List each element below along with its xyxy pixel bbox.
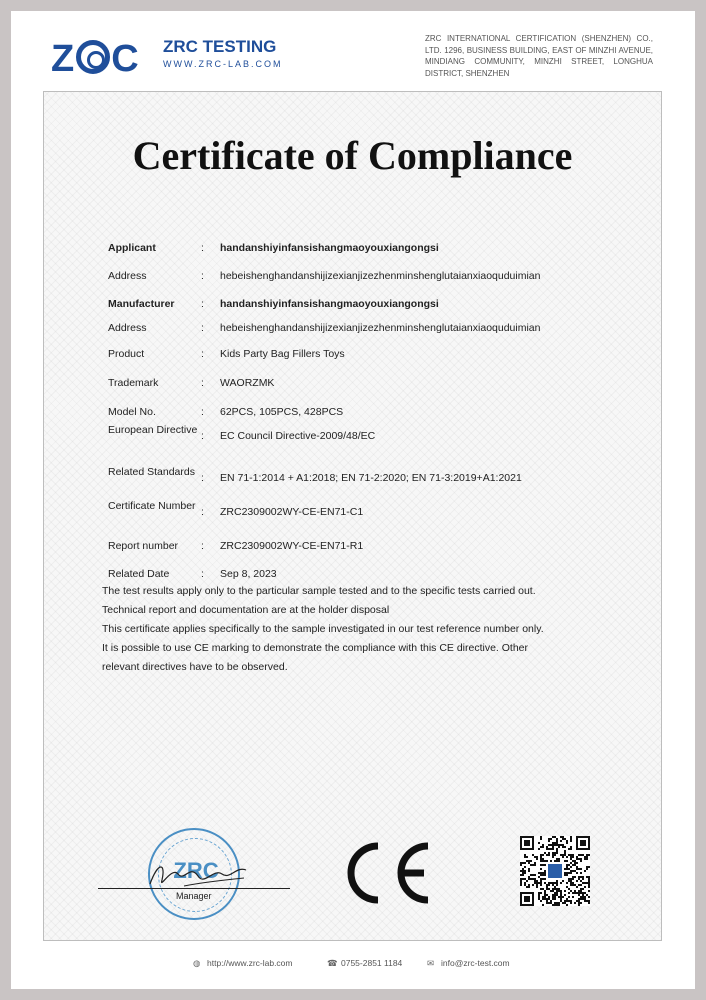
field-label: Manufacturer — [108, 298, 175, 310]
field-label: European Directive — [108, 424, 198, 436]
certificate-frame — [43, 91, 662, 941]
field-colon: : — [201, 242, 204, 254]
certificate-title: Certificate of Compliance — [132, 133, 573, 178]
note-line: Technical report and documentation are at the holder disposal — [102, 604, 390, 616]
field-colon: : — [201, 568, 204, 580]
field-colon: : — [201, 506, 204, 518]
field-label: Certificate Number — [108, 500, 196, 512]
field-label: Related Standards — [108, 466, 195, 478]
note-line: This certificate applies specifically to the sample investigated in our test reference number only. — [102, 623, 544, 635]
phone-icon: ☎ — [327, 958, 338, 968]
footer-email-item — [427, 958, 510, 969]
field-colon: : — [201, 377, 204, 389]
signature-title: Manager — [176, 891, 212, 901]
certificate-page — [11, 11, 695, 989]
company-website: WWW.ZRC-LAB.COM — [163, 59, 283, 69]
field-value: Kids Party Bag Fillers Toys — [220, 348, 345, 360]
field-label: Applicant — [108, 242, 156, 254]
note-line: relevant directives have to be observed. — [102, 661, 288, 673]
field-value: hebeishenghandanshijizexianjizezhenminshenglutaianxiaoquduimian — [220, 322, 541, 334]
field-value: WAORZMK — [220, 377, 275, 389]
field-value: ZRC2309002WY-CE-EN71-R1 — [220, 540, 364, 552]
logo-mark: Z C — [51, 38, 140, 80]
logo-ring-icon — [76, 40, 110, 74]
field-label: Address — [108, 270, 147, 282]
field-value: handanshiyinfansishangmaoyouxiangongsi — [220, 298, 439, 310]
field-value: handanshiyinfansishangmaoyouxiangongsi — [220, 242, 439, 254]
field-colon: : — [201, 472, 204, 484]
field-label: Model No. — [108, 406, 156, 418]
footer-website-item — [193, 958, 293, 969]
field-label: Report number — [108, 540, 179, 552]
field-label: Trademark — [108, 377, 159, 389]
field-colon: : — [201, 540, 204, 552]
globe-icon: ◍ — [193, 958, 201, 968]
field-colon: : — [201, 430, 204, 442]
field-value: EC Council Directive-2009/48/EC — [220, 430, 376, 442]
field-value: hebeishenghandanshijizexianjizezhenminshenglutaianxiaoquduimian — [220, 270, 541, 282]
note-line: The test results apply only to the particular sample tested and to the specific tests carried out. — [102, 585, 536, 597]
company-name: ZRC TESTING — [163, 37, 277, 56]
certificate-notes — [102, 582, 622, 677]
note-line: It is possible to use CE marking to demonstrate the compliance with this CE directive. Other — [102, 642, 529, 654]
field-value: EN 71-1:2014 + A1:2018; EN 71-2:2020; EN 71-3:2019+A1:2021 — [220, 472, 522, 484]
field-colon: : — [201, 270, 204, 282]
field-colon: : — [201, 406, 204, 418]
footer-phone-item — [327, 958, 402, 969]
qr-code-icon — [520, 836, 590, 906]
email-icon: ✉ — [427, 958, 435, 968]
field-label: Product — [108, 348, 145, 360]
footer-email: info@zrc-test.com — [441, 958, 510, 968]
company-logo — [51, 35, 281, 85]
footer-phone: 0755-2851 1184 — [341, 958, 403, 968]
footer-website: http://www.zrc-lab.com — [207, 958, 293, 968]
field-label: Address — [108, 322, 147, 334]
field-value: ZRC2309002WY-CE-EN71-C1 — [220, 506, 364, 518]
field-value: Sep 8, 2023 — [220, 568, 277, 580]
ce-mark-icon — [344, 840, 434, 906]
field-value: 62PCS, 105PCS, 428PCS — [220, 406, 344, 418]
company-address: ZRC INTERNATIONAL CERTIFICATION (SHENZHEN) CO., LTD. 1296, BUSINESS BUILDING, EAST OF MINZHI AVENUE, MINDIANG COMMUNITY, MINZHI STREET, LONGHUA DISTRICT, SHENZHEN — [425, 34, 653, 78]
signature-line — [98, 888, 290, 889]
seal-text: ZRC — [173, 858, 219, 883]
signature-icon — [144, 856, 254, 896]
field-colon: : — [201, 348, 204, 360]
field-colon: : — [201, 298, 204, 310]
field-label: Related Date — [108, 568, 170, 580]
field-colon: : — [201, 322, 204, 334]
